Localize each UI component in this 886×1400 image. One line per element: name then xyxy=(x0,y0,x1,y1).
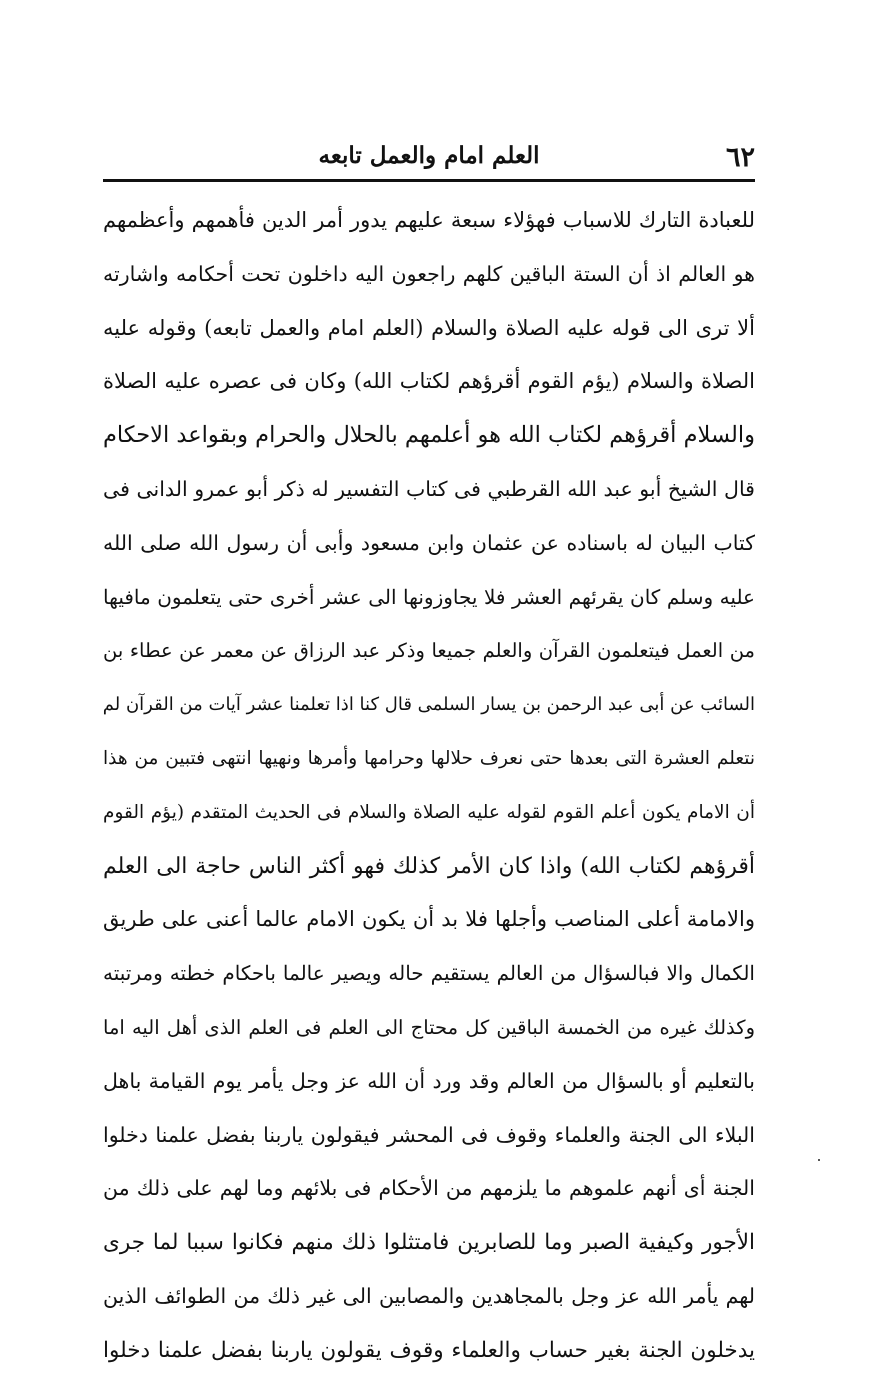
running-title: العلم امام والعمل تابعه xyxy=(318,142,540,169)
text-line: أقرؤهم لكتاب الله) واذا كان الأمر كذلك فهو أكثر الناس حاجة الى العلم xyxy=(103,853,755,879)
text-line: والامامة أعلى المناصب وأجلها فلا بد أن يكون الامام عالما أعنى على طريق xyxy=(103,907,755,932)
text-line: والسلام أقرؤهم لكتاب الله هو أعلمهم بالحلال والحرام وبقواعد الاحكام xyxy=(103,422,755,449)
text-line: بالتعليم أو بالسؤال من العالم وقد ورد أن الله عز وجل يأمر يوم القيامة باهل xyxy=(103,1068,755,1093)
text-line: البلاء الى الجنة والعلماء وقوف فى المحشر فيقولون ياربنا بفضل علمنا دخلوا xyxy=(103,1122,755,1147)
text-line: الأجور وكيفية الصبر وما للصابرين فامتثلوا ذلك منهم فكانوا سببا لما جرى xyxy=(103,1230,755,1256)
text-line: عليه وسلم كان يقرئهم العشر فلا يجاوزونها الى عشر أخرى حتى يتعلمون مافيها xyxy=(103,584,755,609)
text-line: نتعلم العشرة التى بعدها حتى نعرف حلالها وحرامها وأمرها ونهيها انتهى فتبين من هذا xyxy=(103,747,755,769)
header-divider xyxy=(103,179,755,182)
text-line: للعبادة التارك للاسباب فهؤلاء سبعة عليهم يدور أمر الدين فأهمهم وأعظمهم xyxy=(103,208,755,232)
text-line: الجنة أى أنهم علموهم ما يلزمهم من الأحكام فى بلائهم وما لهم على ذلك من xyxy=(103,1176,755,1201)
text-line: وكذلك غيره من الخمسة الباقين كل محتاج الى العلم فى العلم الذى أهل اليه اما xyxy=(103,1015,755,1039)
page-header xyxy=(103,140,755,176)
text-line: أن الامام يكون أعلم القوم لقوله عليه الصلاة والسلام فى الحديث المتقدم (يؤم القوم xyxy=(103,801,755,823)
text-line: كتاب البيان له باسناده عن عثمان وابن مسعود وأبى أن رسول الله صلى الله xyxy=(103,530,755,555)
text-line: يدخلون الجنة بغير حساب والعلماء وقوف يقولون ياربنا بفضل علمنا دخلوا xyxy=(103,1337,755,1363)
scan-speck xyxy=(818,1159,820,1161)
text-line: ألا ترى الى قوله عليه الصلاة والسلام (العلم امام والعمل تابعه) وقوله عليه xyxy=(103,315,755,340)
text-line: لهم يأمر الله عز وجل بالمجاهدين والمصابين الى غير ذلك من الطوائف الذين xyxy=(103,1283,755,1308)
text-line: الصلاة والسلام (يؤم القوم أقرؤهم لكتاب الله) وكان فى عصره عليه الصلاة xyxy=(103,369,755,394)
text-line: هو العالم اذ أن الستة الباقين كلهم راجعون اليه داخلون تحت أحكامه واشارته xyxy=(103,261,755,286)
text-line: الكمال والا فبالسؤال من العالم يستقيم حاله ويصير عالما باحكام خطته ومرتبته xyxy=(103,961,755,986)
page-number: ٦٢ xyxy=(725,142,755,173)
text-line: السائب عن أبى عبد الرحمن بن يسار السلمى قال كنا اذا تعلمنا عشر آيات من القرآن لم xyxy=(103,694,755,716)
text-line: من العمل فيتعلمون القرآن والعلم جميعا وذكر عبد الرزاق عن معمر عن عطاء بن xyxy=(103,639,755,663)
text-line: قال الشيخ أبو عبد الله القرطبي فى كتاب التفسير له ذكر أبو عمرو الدانى فى xyxy=(103,476,755,501)
body-text xyxy=(103,194,755,1378)
